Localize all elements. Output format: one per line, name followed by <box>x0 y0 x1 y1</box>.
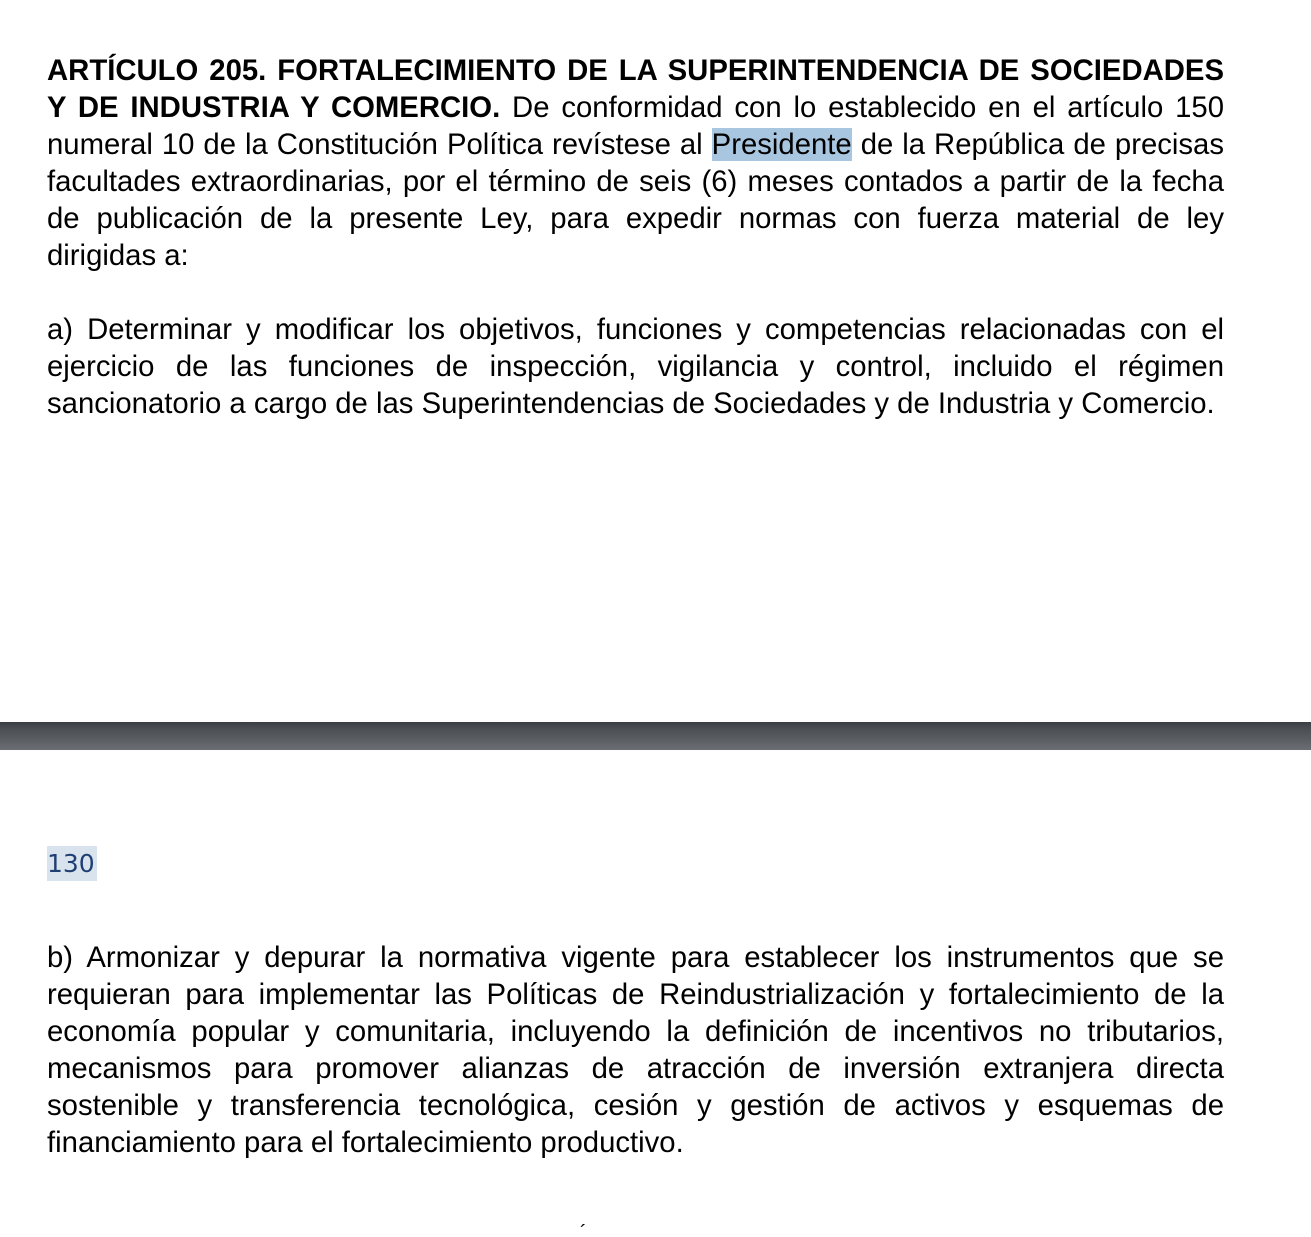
page-separator <box>0 722 1311 750</box>
list-item-b: b) Armonizar y depurar la normativa vigente para establecer los instrumentos que se requieran para implementar las Políticas de Reindustrialización y fortalecimiento de la economía popular y comunitaria, incluyendo la definición de incentivos no tributarios, mecanismos para promover alianzas de atracción de inversión extranjera directa sostenible y transferencia tecnológica, cesión y gestión de activos y esquemas de financiamiento para el fortalecimiento productivo. <box>47 941 1224 1159</box>
page-number: 130 <box>47 846 97 881</box>
article-body-end: de la República de precisas facultades extraordinarias, por el término de seis (6) meses contados a partir de la fecha de publicación de la presente Ley, para expedir normas con fuerza material de ley dirigidas a: <box>47 127 1224 272</box>
article-heading: ARTÍCULO 205. FORTALECIMIENTO DE LA SUPERINTENDENCIA DE SOCIEDADES Y DE INDUSTRIA Y COMERCIO. <box>47 54 1224 124</box>
cut-off-next-line: ´ <box>580 1222 587 1237</box>
selected-text-highlight[interactable]: Presidente <box>711 127 852 161</box>
list-item-a: a) Determinar y modificar los objetivos, funciones y competencias relacionadas con el ejercicio de las funciones de inspección, vigilancia y control, incluido el régimen sancionatorio a cargo de las Superintendencias de Sociedades y de Industria y Comercio. <box>47 313 1224 420</box>
article-body-start: De conformidad con lo establecido en el artículo 150 numeral 10 de la Constitución Política revístese al <box>47 90 1224 161</box>
article-paragraph <box>47 53 1224 274</box>
